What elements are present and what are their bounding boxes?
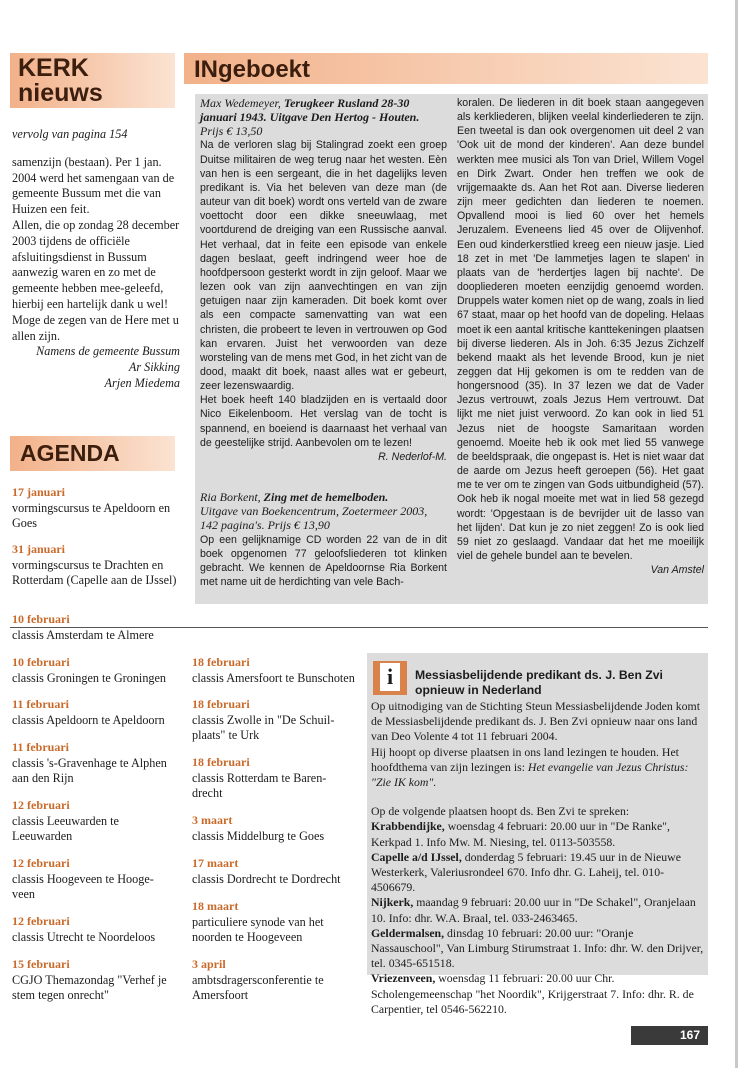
agenda-date: 3 april	[192, 957, 226, 971]
agenda-item	[192, 813, 362, 844]
continued-from: vervolg van pagina 154	[12, 127, 128, 141]
agenda-text: classis Rotterdam te Baren-drecht	[192, 770, 327, 801]
book1-heading	[200, 96, 447, 124]
book2-heading	[200, 490, 447, 504]
agenda-text: classis Dordrecht te Dordrecht	[192, 871, 341, 886]
announcement-body	[371, 699, 705, 1017]
agenda-item	[12, 485, 182, 532]
kerk-paragraph: Allen, die op zondag 28 december 2003 tijdens de officiële afsluitingsdienst in Bussum aanwezig waren en zo met de gemeente hebben mee-geleefd, hierbij een hartelijk dank u wel!	[12, 217, 180, 311]
agenda-text: classis Groningen te Groningen	[12, 670, 167, 685]
agenda-text: ambtsdragersconferentie te Amersfoort	[192, 972, 324, 1003]
book2-publisher: Uitgave van Boekencentrum, Zoetermeer 2003, 142 pagina's. Prijs € 13,90	[200, 504, 428, 533]
agenda-text: particuliere synode van het noorden te Hoogeveen	[192, 914, 324, 945]
kerk-article	[12, 127, 180, 392]
lecture-location	[371, 971, 705, 1017]
agenda-item	[12, 914, 187, 945]
book2-text: Op een gelijknamige CD worden 22 van de in dit boek opgenomen 77 geloofsliederen tot klinken gebracht. We kennen de Apeldoornse Ria Borkent met name uit de herdichting van vele Bach-	[200, 533, 447, 588]
agenda-item	[12, 697, 187, 728]
agenda-text: classis 's-Gravenhage te Alphen aan den Rijn	[12, 755, 167, 786]
lecture-location	[371, 819, 705, 849]
agenda-item	[192, 697, 342, 744]
agenda-text: classis Utrecht te Noordeloos	[12, 929, 156, 944]
agenda-item	[12, 856, 172, 903]
ingeboekt-header	[184, 53, 708, 84]
agenda-date: 3 maart	[192, 813, 233, 827]
announcement-paragraph	[371, 745, 705, 791]
agenda-text: vormingscursus te Drachten en Rotterdam (Capelle aan de IJssel)	[12, 557, 177, 588]
agenda-date: 12 februari	[12, 914, 70, 928]
book-review-column-2	[457, 96, 704, 577]
agenda-date: 18 februari	[192, 755, 250, 769]
agenda-header	[10, 436, 175, 471]
agenda-item	[12, 740, 182, 787]
announcement-title: Messiasbelijdende predikant ds. J. Ben Zvi opnieuw in Nederland	[415, 668, 663, 697]
agenda-item	[12, 655, 187, 686]
location-details: donderdag 5 februari: 19.45 uur in de Nieuwe Westerkerk, Valeriusrondeel 670. Info dhr. G. Laheij, tel. 010-4506679.	[371, 849, 681, 895]
kerk-signature: Ar Sikking	[128, 360, 180, 375]
location-name: Capelle a/d IJssel,	[371, 849, 462, 864]
agenda-item	[12, 612, 182, 643]
agenda-date: 10 februari	[12, 612, 70, 626]
lecture-location	[371, 926, 705, 972]
book-review-column-1	[200, 96, 447, 589]
agenda-item	[12, 957, 182, 1004]
location-name: Nijkerk,	[371, 895, 414, 910]
announcement-theme: Het evangelie van Jezus Christus: "Zie IK kom".	[371, 759, 689, 790]
book1-signature: R. Nederlof-M.	[378, 450, 447, 463]
agenda-date: 15 februari	[12, 957, 70, 971]
kerk-paragraph: Moge de zegen van de Here met u allen zijn.	[12, 312, 179, 343]
agenda-date: 12 februari	[12, 798, 70, 812]
info-icon-glyph: i	[380, 663, 400, 691]
agenda-date: 18 februari	[192, 697, 250, 711]
info-icon	[373, 661, 407, 695]
agenda-date: 18 maart	[192, 899, 239, 913]
location-details: woensdag 4 februari: 20.00 uur in "De Ranke", Kerkpad 1. Info Mw. M. Niesing, tel. 0113-503558.	[371, 819, 670, 849]
book1-author: Max Wedemeyer,	[200, 96, 284, 110]
agenda-item	[192, 957, 342, 1004]
agenda-date: 10 februari	[12, 655, 70, 669]
location-details: woensdag 11 februari: 20.00 uur Chr. Scholengemeenschap "het Noordik", Krijgerstraat 7. Info: dhr. R. de Carpentier, tel 0546-562210.	[371, 971, 694, 1016]
book1-price: Prijs € 13,50	[200, 124, 263, 139]
agenda-text: classis Leeuwarden te Leeuwarden	[12, 813, 119, 844]
agenda-text: vormingscursus te Apeldoorn en Goes	[12, 500, 171, 531]
agenda-date: 17 maart	[192, 856, 239, 870]
book2-signature: Van Amstel	[650, 564, 704, 577]
agenda-item	[192, 856, 362, 887]
book1-text: Na de verloren slag bij Stalingrad zoekt een groep Duitse militairen de weg terug naar het westen. Eèn van hen is een sergeant, die in het dagelijks leven predikant is. Via het beleven van deze man (de auteur van dit boek) wordt ons verteld van de zware voettocht door een dikke sneeuwlaag, met voortdurend de dreiging van een Russische aanval. Het verhaal, dat in feite een episode van enkele dagen beslaat, geeft indringend weer hoe de hoofdpersoon gesterkt wordt in zijn geloof. Maar we lezen ook van zijn aanvechtingen en van zijn getuigen naar zijn kameraden. Dit boek komt over als een compacte samenvatting van wat een christen, die probeert te leven in vertrouwen op God kan ervaren. Juist het verwoorden van deze worsteling van de mens met God, in het zicht van de dood, maakt dit boek, naast alles wat er gebeurt, zeer lezenswaardig.	[200, 139, 447, 393]
book-reviews-box	[195, 94, 708, 604]
ingeboekt-title: INgeboekt	[194, 56, 311, 83]
agenda-date: 12 februari	[12, 856, 70, 870]
page-number: 167	[679, 1028, 700, 1042]
location-details: dinsdag 10 februari: 20.00 uur: "Oranje Nassauschool", Van Limburg Stirumstraat 1. Info: dhr. W. den Drijver, tel. 0345-651518.	[371, 925, 704, 971]
kerk-title-line1: KERK	[18, 54, 89, 82]
announcement-theme-intro: Hij hoopt op diverse plaatsen in ons land lezingen te houden. Het hoofdthema van zijn lezingen is:	[371, 744, 679, 774]
agenda-text: classis Apeldoorn te Apeldoorn	[12, 712, 165, 727]
book1-title: Terugkeer Rusland 28-30 januari 1943.	[200, 96, 410, 125]
agenda-item	[192, 899, 342, 946]
book2-author: Ria Borkent,	[200, 490, 264, 505]
book1-text: Het boek heeft 140 bladzijden en is vertaald door Nico Eikelenboom. Het verslag van de tocht is spannend, en boeiend is daarnaast het verhaal van de geestelijke strijd. Aanbevolen om te lezen!	[200, 394, 447, 449]
agenda-date: 17 januari	[12, 485, 66, 499]
kerk-nieuws-header	[10, 53, 175, 108]
location-name: Krabbendijke,	[371, 819, 445, 834]
agenda-text: classis Amsterdam te Almere	[12, 627, 154, 642]
agenda-item	[192, 755, 342, 802]
location-name: Vriezenveen,	[371, 971, 436, 986]
agenda-date: 31 januari	[12, 542, 66, 556]
book2-title: Zing met de hemelboden.	[263, 490, 389, 505]
agenda-date: 11 februari	[12, 697, 69, 711]
lecture-location	[371, 850, 705, 896]
agenda-title: AGENDA	[20, 440, 120, 466]
agenda-item	[12, 542, 182, 589]
agenda-text: classis Amersfoort te Bunschoten	[192, 670, 355, 685]
agenda-text: classis Zwolle in "De Schuil-plaats" te Urk	[192, 712, 335, 743]
kerk-paragraph: samenzijn (bestaan). Per 1 jan. 2004 werd het samengaan van de gemeente Bussum met die van Huizen een feit.	[12, 154, 175, 217]
kerk-signature: Arjen Miedema	[104, 375, 180, 390]
announcement-paragraph: Op de volgende plaatsen hoopt ds. Ben Zvi te spreken:	[371, 804, 630, 819]
announcement-paragraph: Op uitnodiging van de Stichting Steun Messiasbelijdende Joden komt de Messiasbelijdende predikant ds. J. Ben Zvi opnieuw naar ons land van Deo Volente 4 tot 11 februari 2004.	[371, 699, 700, 744]
location-details: maandag 9 februari: 20.00 uur in "De Schakel", Oranjelaan 10. Info: dhr. W.A. Braal, tel. 033-2463465.	[371, 895, 696, 925]
kerk-title-line2: nieuws	[18, 79, 103, 107]
book1-publisher: Uitgave Den Hertog - Houten.	[266, 110, 420, 125]
agenda-date: 18 februari	[192, 655, 250, 669]
lecture-location	[371, 895, 705, 925]
agenda-item	[192, 655, 362, 686]
location-name: Geldermalsen,	[371, 925, 445, 940]
agenda-text: classis Hoogeveen te Hooge-veen	[12, 871, 154, 902]
agenda-item	[12, 798, 182, 845]
book2-text: koralen. De liederen in dit boek staan aangegeven als kerkliederen, blijken veelal kinderliederen te zijn. Een tweetal is dan ook overgenomen uit deel 2 van 'Ook uit de mond der kinderen'. Aan deze bundel werkten mee musici als Ton van Driel, Willem Vogel en Dirk Zwart. Onder hen treffen we ook de vrijgemaakte ds. Aan het Rot aan. Diverse liederen zijn meer gedichten dan liederen te noemen. Opvallend mooi is lied 60 over het hemels Jeruzalem. Eveneens lied 45 over de Olijvenhof. Een oud kinderkerstlied kreeg een nieuw jasje. Lied 18 zet in met 'De lammetjes lagen te slapen' in plaats van de 'herdertjes lagen bij nachte'. De doopliederen moeten eenzijdig genoemd worden. Druppels water komen niet op de wang, zoals in lied 67 staat, maar op het hoofd van de dopeling. Helaas moet ik een aantal kritische kanttekeningen plaatsen bij diverse liederen. Als in Joh. 6:35 Jezus Zichzelf bekend maakt als het levende Brood, kun je niet zeggen dat Hij gekomen is om te redden van de hongersnood (35). In 37 lezen we dat de Vader Jezus vertrouwt, zoals Jezus Hem vertrouwt. Dat lijkt me niet juist verwoord. Zo kan ook in lied 51 Jezus niet de hoogste Samaritaan worden genoemd. Moeite heb ik ook met lied 55 vanwege de beeldspraak, die ongepast is. Het is niet waar dat de aarde om Jezus heeft geroepen (56). Het gaat me te ver om te zingen van Gods uitbundigheid (57). Ook heb ik nogal moeite met wat in lied 58 gezegd wordt: 'Opgestaan is de bevrijder uit de lasso van het lijden'. Dat kun je zo niet zeggen! Zo is ook lied 59 niet zo geslaagd. Vandaar dat het me moeilijk viel de gehele bundel aan te bevelen.	[457, 97, 704, 562]
kerk-signature: Namens de gemeente Bussum	[36, 344, 180, 359]
agenda-text: classis Middelburg te Goes	[192, 828, 325, 843]
agenda-date: 11 februari	[12, 740, 69, 754]
page-number-badge	[631, 1026, 708, 1045]
agenda-text: CGJO Themazondag "Verhef je stem tegen onrecht"	[12, 972, 167, 1003]
